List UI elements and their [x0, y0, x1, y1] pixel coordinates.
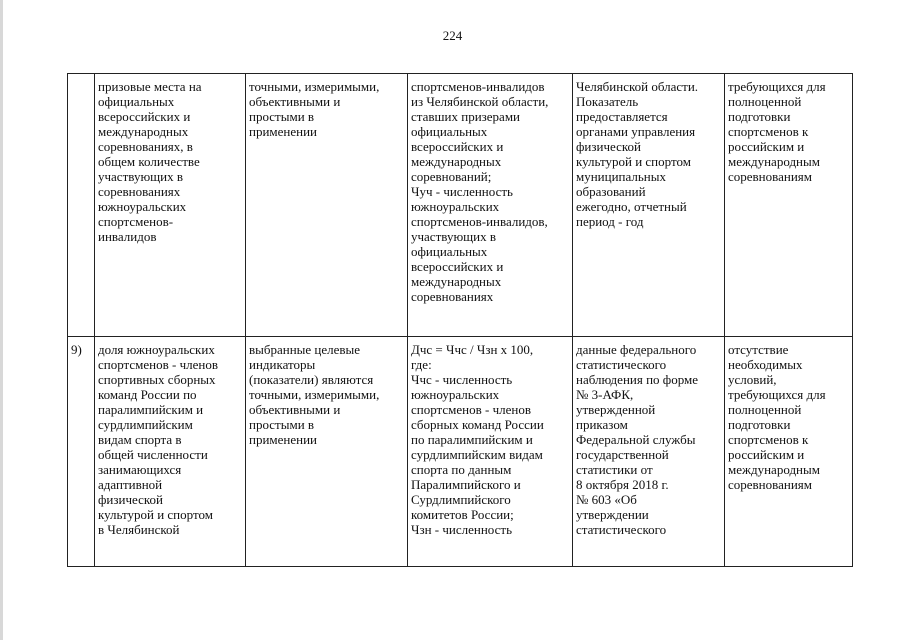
calculation-method-text: спортсменов-инвалидов из Челябинской области, ставших призерами официальных всероссийских и международных соревнований; Чуч - численность южноуральских спортсменов-инвалидов, участвующих в официальных всероссийских и международных соревнованиях — [411, 79, 549, 304]
data-source-text: данные федерального статистического наблюдения по форме № 3-АФК, утвержденной приказом Федеральной службы государственной статистики от 8 октября 2018 г. № 603 «Об утверждении статистического — [576, 342, 699, 537]
indicator-name-cell — [95, 74, 246, 337]
scan-left-edge — [0, 0, 3, 640]
data-source-cell — [573, 337, 725, 567]
indicator-name-text: доля южноуральских спортсменов - членов спортивных сборных команд России по паралимпийским и сурдлимпийским видам спорта в общей численности занимающихся адаптивной физической культурой и спортом в Челябинской — [98, 342, 218, 537]
indicator-name-text: призовые места на официальных всероссийских и международных соревнованиях, в общем количестве участвующих в соревнованиях южноуральских спортсменов- инвалидов — [98, 79, 202, 244]
problem-description-cell — [725, 337, 853, 567]
table-row — [68, 74, 853, 337]
selection-rationale-cell — [246, 337, 408, 567]
calculation-method-cell — [408, 74, 573, 337]
selection-rationale-text: выбранные целевые индикаторы (показатели) являются точными, измеримыми, объективными и простыми в применении — [249, 342, 380, 447]
problem-description-text: требующихся для полноценной подготовки спортсменов к российским и международным соревнованиям — [728, 79, 826, 184]
row-number-cell — [68, 74, 95, 337]
indicators-table — [67, 73, 853, 567]
page-number: 224 — [442, 28, 463, 43]
row-number-cell: 9) — [68, 337, 95, 567]
selection-rationale-text: точными, измеримыми, объективными и простыми в применении — [249, 79, 380, 139]
data-source-cell — [573, 74, 725, 337]
table-row — [68, 337, 853, 567]
data-source-text: Челябинской области. Показатель предоставляется органами управления физической культурой и спортом муниципальных образований ежегодно, отчетный период - год — [576, 79, 699, 229]
calculation-method-cell — [408, 337, 573, 567]
indicator-name-cell — [95, 337, 246, 567]
problem-description-text: отсутствие необходимых условий, требующихся для полноценной подготовки спортсменов к российским и международным соревнованиям — [728, 342, 826, 492]
problem-description-cell — [725, 74, 853, 337]
selection-rationale-cell — [246, 74, 408, 337]
calculation-method-text: Дчс = Ччс / Чзн х 100, где: Ччс - численность южноуральских спортсменов - членов сборных команд России по паралимпийским и сурдлимпийским видам спорта по данным Паралимпийского и Сурдлимпийского комитетов России; Чзн - численность — [411, 342, 544, 537]
